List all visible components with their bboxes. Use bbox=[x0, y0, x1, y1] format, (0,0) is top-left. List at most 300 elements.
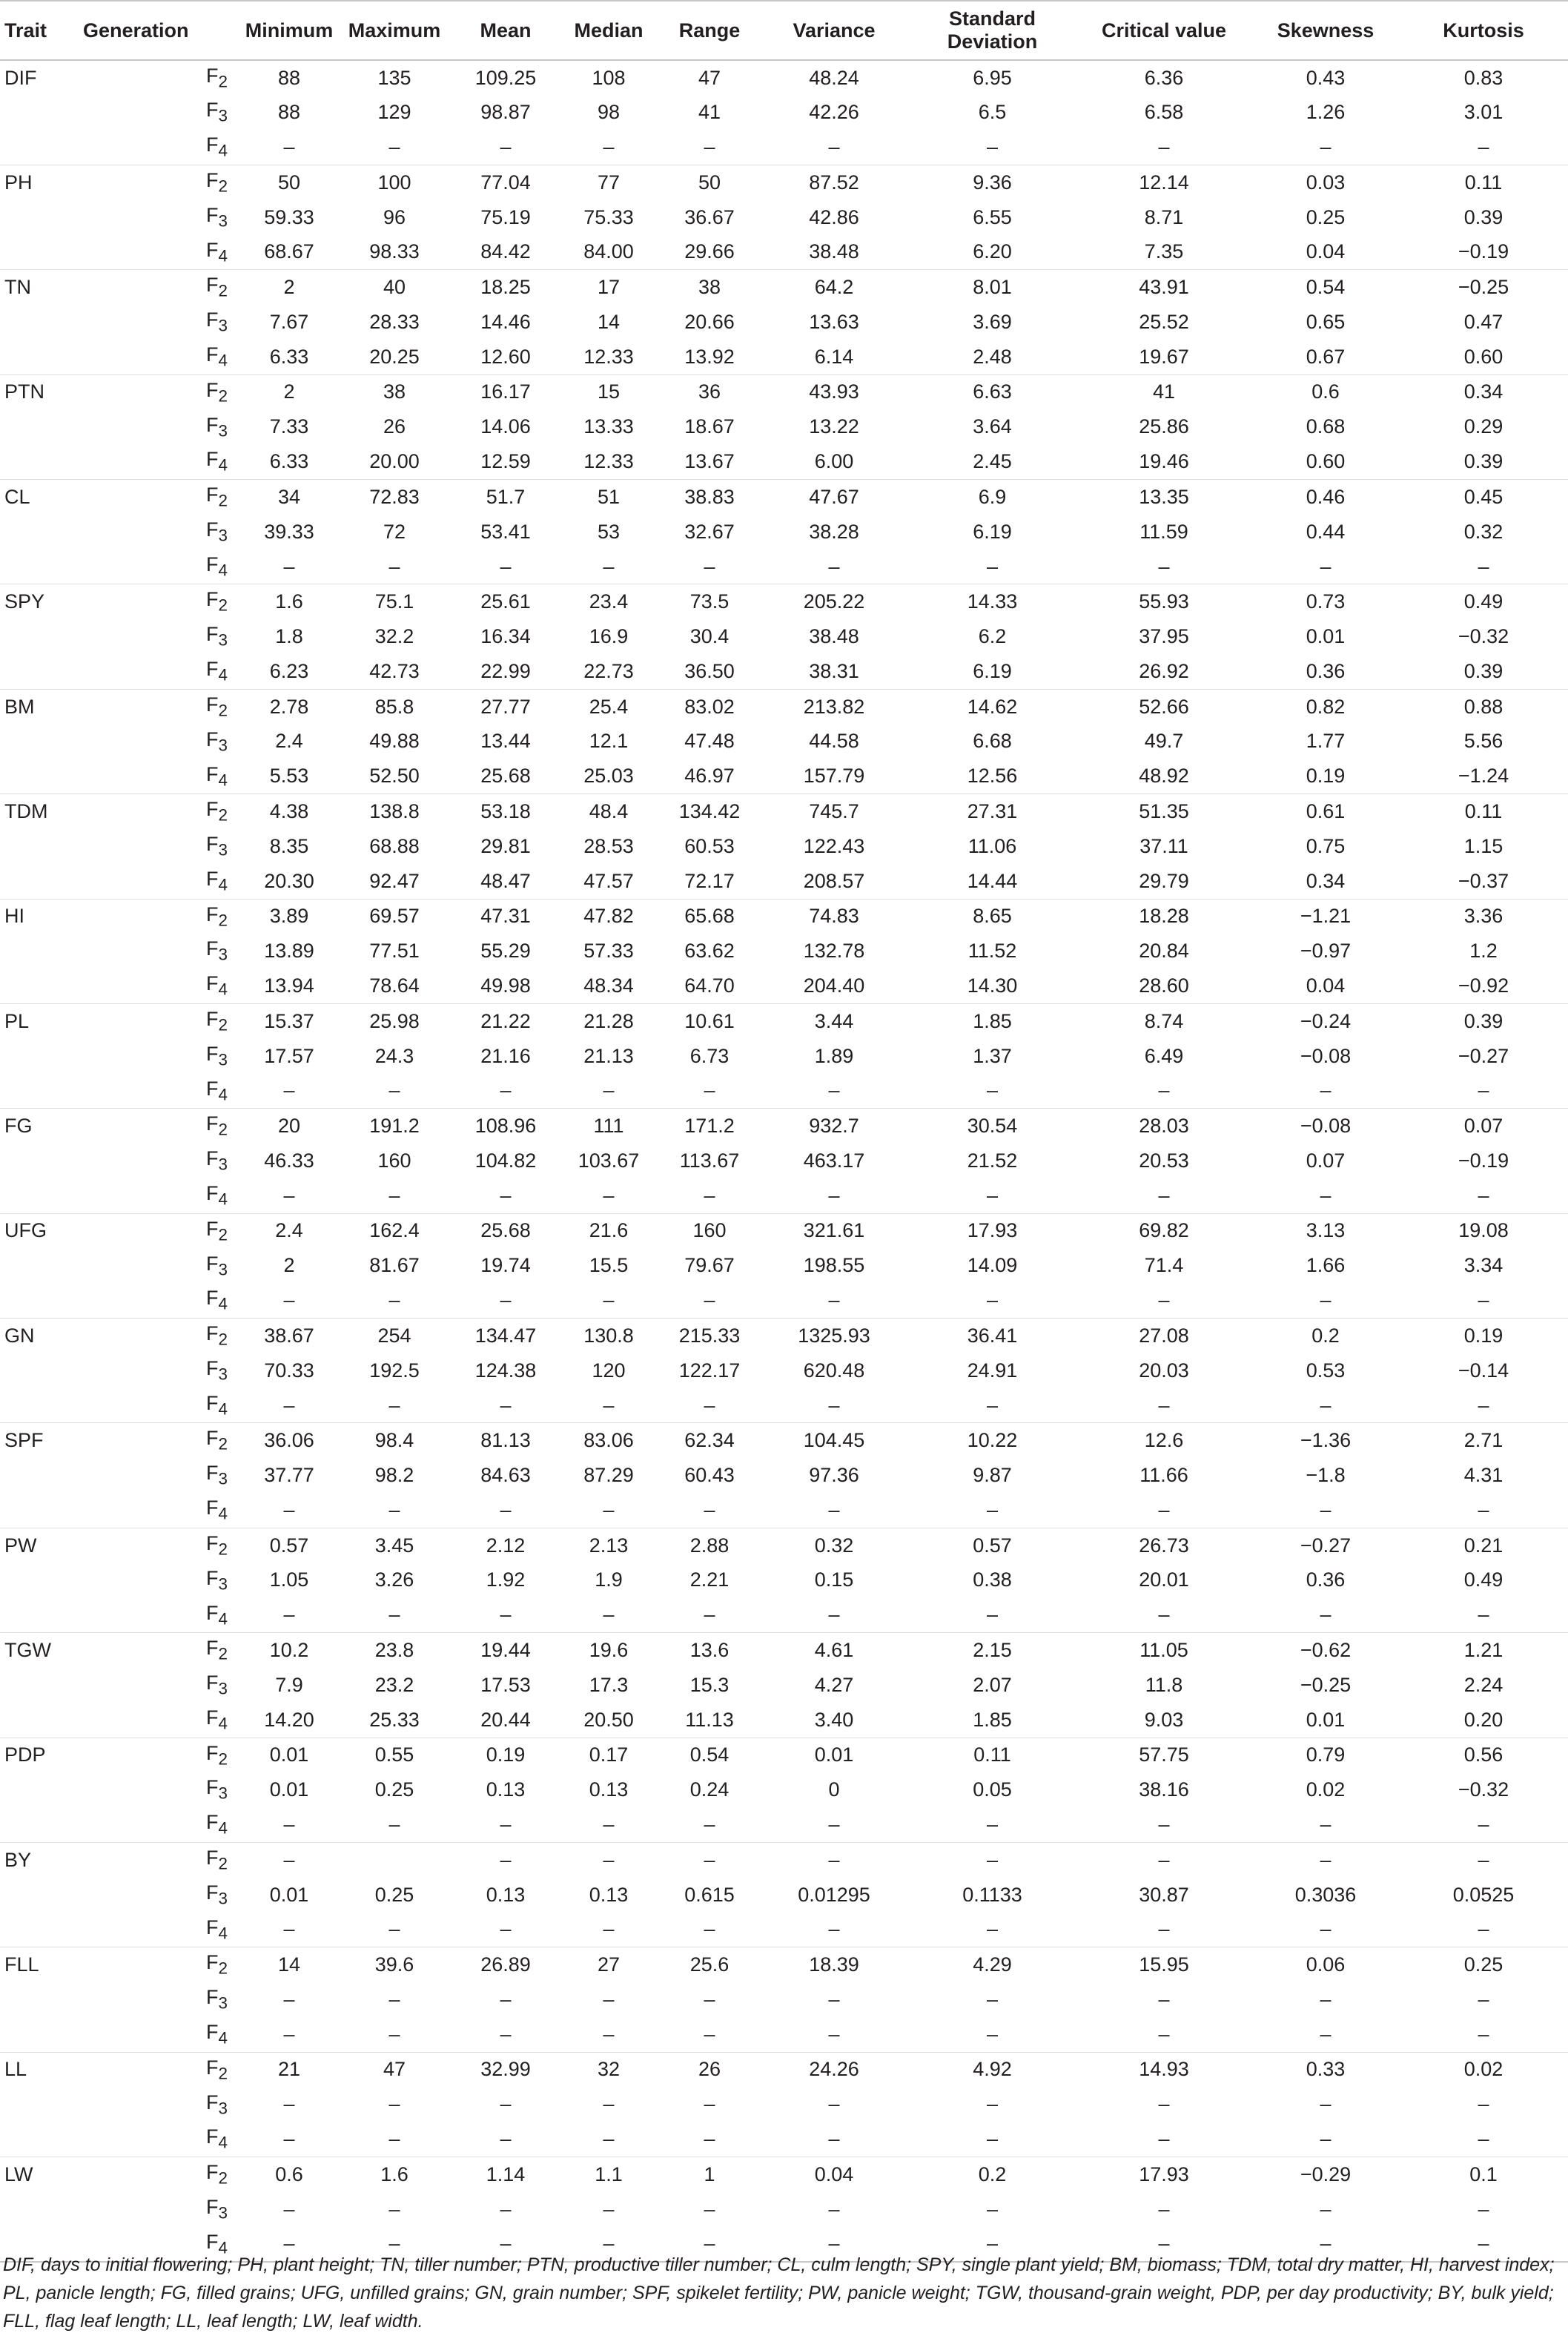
cell-skewness: 0.04 bbox=[1306, 974, 1346, 997]
cell-range: 47.48 bbox=[684, 730, 735, 753]
cell-skewness: 0.53 bbox=[1306, 1359, 1346, 1382]
cell-mean: 81.13 bbox=[454, 1423, 558, 1458]
cell-generation: $F_2$ bbox=[74, 270, 243, 305]
cell-standard-deviation: – bbox=[986, 1393, 999, 1416]
cell-trait: UFG bbox=[0, 1213, 74, 1248]
cell-trait bbox=[0, 1283, 74, 1318]
cell-median: 111 bbox=[558, 1109, 660, 1144]
cell-mean: 0.13 bbox=[486, 1778, 526, 1801]
cell-trait: FLL bbox=[0, 1947, 74, 1982]
cell-maximum: 52.50 bbox=[369, 765, 420, 788]
cell-standard-deviation: 6.63 bbox=[909, 375, 1076, 409]
cell-trait: LL bbox=[0, 2052, 74, 2087]
cell-kurtosis: – bbox=[1478, 1603, 1489, 1626]
cell-critical-value: 37.11 bbox=[1139, 834, 1188, 857]
cell-variance: 213.82 bbox=[759, 689, 909, 724]
cell-variance: 38.28 bbox=[809, 520, 859, 543]
table-row bbox=[0, 1423, 1568, 1458]
cell-minimum: 15.37 bbox=[243, 1003, 335, 1038]
cell-standard-deviation: – bbox=[986, 1603, 999, 1626]
cell-minimum: 2 bbox=[283, 1254, 295, 1277]
cell-range: – bbox=[704, 1289, 715, 1312]
cell-standard-deviation: 9.36 bbox=[909, 165, 1076, 199]
table-row bbox=[0, 409, 1568, 444]
cell-kurtosis: −0.37 bbox=[1458, 869, 1509, 892]
cell-maximum: 100 bbox=[335, 165, 454, 199]
cell-mean: 26.89 bbox=[454, 1947, 558, 1982]
cell-skewness: −0.97 bbox=[1300, 940, 1352, 963]
cell-generation: $F_2$ bbox=[74, 584, 243, 619]
cell-generation: $F_2$ bbox=[74, 1947, 243, 1982]
cell-skewness: – bbox=[1320, 2197, 1332, 2220]
cell-minimum: 38.67 bbox=[243, 1319, 335, 1353]
cell-critical-value: 8.74 bbox=[1076, 1003, 1252, 1038]
cell-variance: 0.32 bbox=[759, 1528, 909, 1563]
cell-standard-deviation: 2.07 bbox=[973, 1673, 1012, 1696]
cell-critical-value: 15.95 bbox=[1076, 1947, 1252, 1982]
generation-subscript: 4 bbox=[218, 246, 228, 265]
cell-generation: $F_2$ bbox=[74, 1213, 243, 1248]
cell-minimum: 7.9 bbox=[275, 1673, 303, 1696]
generation-subscript: 2 bbox=[218, 595, 228, 615]
generation-subscript: 4 bbox=[218, 2028, 228, 2048]
cell-mean: 109.25 bbox=[454, 60, 558, 95]
cell-generation: $F_2$ bbox=[74, 1003, 243, 1038]
cell-standard-deviation: 6.9 bbox=[909, 480, 1076, 515]
cell-variance: 43.93 bbox=[759, 375, 909, 409]
cell-trait bbox=[0, 1144, 74, 1178]
generation-subscript: 2 bbox=[218, 805, 228, 825]
cell-critical-value: 18.28 bbox=[1076, 899, 1252, 934]
cell-minimum: 17.57 bbox=[264, 1044, 314, 1067]
generation-subscript: 3 bbox=[218, 1260, 228, 1278]
cell-range: 1 bbox=[660, 2157, 759, 2192]
cell-trait: PTN bbox=[0, 375, 74, 409]
cell-skewness: −0.29 bbox=[1252, 2157, 1399, 2192]
cell-generation: $F_3$ bbox=[206, 1881, 228, 1908]
generation-subscript: 4 bbox=[218, 1085, 228, 1104]
table-row bbox=[0, 759, 1568, 794]
header-generation: Generation bbox=[74, 1, 243, 60]
cell-critical-value: – bbox=[1158, 1184, 1170, 1207]
cell-variance: – bbox=[759, 1842, 909, 1877]
cell-mean: 84.63 bbox=[480, 1464, 531, 1487]
table-row bbox=[0, 340, 1568, 375]
cell-mean: – bbox=[500, 1184, 512, 1207]
generation-subscript: 2 bbox=[218, 1434, 228, 1454]
cell-skewness: 0.04 bbox=[1306, 240, 1346, 263]
table-row bbox=[0, 1842, 1568, 1877]
cell-critical-value: 20.53 bbox=[1139, 1149, 1189, 1172]
cell-minimum: – bbox=[283, 2128, 295, 2151]
cell-maximum: 192.5 bbox=[369, 1359, 420, 1382]
table-row bbox=[0, 375, 1568, 409]
cell-mean: – bbox=[500, 2128, 512, 2151]
cell-skewness: −0.27 bbox=[1252, 1528, 1399, 1563]
cell-mean: 19.74 bbox=[480, 1254, 531, 1277]
cell-kurtosis: 0.39 bbox=[1463, 659, 1504, 682]
cell-generation: $F_4$ bbox=[206, 133, 228, 160]
cell-kurtosis: 0.07 bbox=[1399, 1109, 1568, 1144]
cell-skewness: 0.34 bbox=[1306, 869, 1346, 892]
cell-kurtosis: 19.08 bbox=[1399, 1213, 1568, 1248]
cell-critical-value: 71.4 bbox=[1144, 1254, 1184, 1277]
table-row bbox=[0, 1807, 1568, 1842]
cell-variance: 3.40 bbox=[814, 1708, 854, 1731]
cell-trait bbox=[0, 1458, 74, 1493]
header-variance: Variance bbox=[759, 1, 909, 60]
table-row bbox=[0, 550, 1568, 584]
cell-critical-value: 28.60 bbox=[1139, 974, 1189, 997]
generation-subscript: 2 bbox=[218, 2064, 228, 2083]
cell-critical-value: 14.93 bbox=[1076, 2052, 1252, 2087]
cell-minimum: 14.20 bbox=[264, 1708, 314, 1731]
cell-maximum: 1.6 bbox=[335, 2157, 454, 2192]
generation-subscript: 2 bbox=[218, 1540, 228, 1559]
cell-kurtosis: 0.60 bbox=[1463, 345, 1504, 368]
cell-median: – bbox=[603, 2128, 615, 2151]
cell-critical-value: – bbox=[1158, 1603, 1170, 1626]
cell-range: 0.615 bbox=[684, 1883, 735, 1906]
cell-generation: $F_3$ bbox=[206, 2195, 228, 2223]
cell-generation: $F_3$ bbox=[206, 1566, 228, 1594]
cell-minimum: – bbox=[283, 1079, 295, 1102]
cell-range: – bbox=[704, 2022, 715, 2045]
cell-standard-deviation: 14.44 bbox=[967, 869, 1018, 892]
generation-subscript: 2 bbox=[218, 72, 228, 91]
cell-skewness: 0.61 bbox=[1252, 794, 1399, 829]
table-row bbox=[0, 515, 1568, 550]
cell-standard-deviation: 1.37 bbox=[973, 1044, 1012, 1067]
cell-standard-deviation: – bbox=[986, 1987, 999, 2010]
table-row bbox=[0, 1248, 1568, 1283]
cell-median: – bbox=[603, 1498, 615, 1521]
cell-maximum: 77.51 bbox=[369, 940, 420, 963]
cell-kurtosis: 0.29 bbox=[1463, 415, 1504, 438]
cell-kurtosis: – bbox=[1478, 1813, 1489, 1836]
cell-minimum: 0.6 bbox=[243, 2157, 335, 2192]
cell-kurtosis: – bbox=[1478, 2128, 1489, 2151]
cell-mean: 108.96 bbox=[454, 1109, 558, 1144]
cell-range: 10.61 bbox=[660, 1003, 759, 1038]
cell-maximum: 26 bbox=[383, 415, 406, 438]
cell-range: 36.67 bbox=[684, 205, 735, 228]
cell-median: 77 bbox=[558, 165, 660, 199]
table-row bbox=[0, 724, 1568, 759]
cell-range: 72.17 bbox=[684, 869, 735, 892]
generation-subscript: 3 bbox=[218, 106, 228, 125]
cell-generation: $F_4$ bbox=[206, 1916, 228, 1943]
cell-minimum: 7.33 bbox=[269, 415, 309, 438]
table-row bbox=[0, 1458, 1568, 1493]
cell-range: 47 bbox=[660, 60, 759, 95]
table-row bbox=[0, 1913, 1568, 1947]
table-row bbox=[0, 899, 1568, 934]
cell-skewness: 0.01 bbox=[1306, 1708, 1346, 1731]
cell-critical-value: – bbox=[1158, 1918, 1170, 1941]
cell-mean: 22.99 bbox=[480, 659, 531, 682]
cell-generation: $F_4$ bbox=[206, 1706, 228, 1733]
table-row bbox=[0, 165, 1568, 199]
cell-median: 21.6 bbox=[558, 1213, 660, 1248]
table-row bbox=[0, 584, 1568, 619]
cell-kurtosis: 5.56 bbox=[1463, 730, 1504, 753]
cell-maximum: 38 bbox=[335, 375, 454, 409]
cell-standard-deviation: 21.52 bbox=[967, 1149, 1018, 1172]
cell-skewness: – bbox=[1320, 1918, 1332, 1941]
cell-variance: – bbox=[828, 2093, 840, 2116]
generation-subscript: 4 bbox=[218, 771, 228, 789]
cell-range: 60.53 bbox=[684, 834, 735, 857]
cell-median: 47.57 bbox=[583, 869, 634, 892]
cell-variance: – bbox=[759, 2227, 909, 2262]
cell-median: 27 bbox=[558, 1947, 660, 1982]
cell-trait: BM bbox=[0, 689, 74, 724]
generation-subscript: 2 bbox=[218, 386, 228, 406]
generation-subscript: 4 bbox=[218, 351, 228, 370]
cell-kurtosis: 0.39 bbox=[1463, 450, 1504, 473]
cell-variance: 42.26 bbox=[809, 101, 859, 124]
cell-trait bbox=[0, 654, 74, 689]
cell-skewness: 0.06 bbox=[1252, 1947, 1399, 1982]
cell-skewness: −0.08 bbox=[1252, 1109, 1399, 1144]
cell-skewness: 0.6 bbox=[1252, 375, 1399, 409]
cell-range: 73.5 bbox=[660, 584, 759, 619]
cell-median: – bbox=[603, 136, 615, 159]
cell-minimum: – bbox=[283, 555, 295, 578]
table-row bbox=[0, 1947, 1568, 1982]
cell-median: 0.13 bbox=[589, 1778, 629, 1801]
cell-median: 75.33 bbox=[583, 205, 634, 228]
cell-skewness: 0.65 bbox=[1306, 310, 1346, 333]
cell-minimum: 1.8 bbox=[275, 625, 303, 648]
cell-trait bbox=[0, 2017, 74, 2052]
cell-trait: TGW bbox=[0, 1633, 74, 1668]
cell-trait bbox=[0, 130, 74, 165]
cell-trait bbox=[0, 829, 74, 864]
cell-mean: – bbox=[454, 2227, 558, 2262]
header-kurtosis: Kurtosis bbox=[1399, 1, 1568, 60]
cell-standard-deviation: 0.2 bbox=[909, 2157, 1076, 2192]
table-row bbox=[0, 1738, 1568, 1772]
cell-standard-deviation: 6.68 bbox=[973, 730, 1012, 753]
cell-variance: – bbox=[828, 2197, 840, 2220]
cell-kurtosis: 2.24 bbox=[1463, 1673, 1504, 1696]
cell-median: – bbox=[603, 1603, 615, 1626]
cell-mean: 1.92 bbox=[486, 1568, 526, 1591]
cell-trait bbox=[0, 1598, 74, 1633]
generation-subscript: 4 bbox=[218, 665, 228, 684]
cell-critical-value: – bbox=[1158, 1987, 1170, 2010]
cell-median: 21.28 bbox=[558, 1003, 660, 1038]
cell-generation: $F_3$ bbox=[206, 203, 228, 231]
cell-critical-value: 27.08 bbox=[1076, 1319, 1252, 1353]
cell-minimum: – bbox=[283, 1498, 295, 1521]
cell-minimum: – bbox=[283, 1987, 295, 2010]
cell-trait: PL bbox=[0, 1003, 74, 1038]
cell-critical-value: 25.86 bbox=[1139, 415, 1189, 438]
cell-range: – bbox=[704, 1813, 715, 1836]
cell-trait: BY bbox=[0, 1842, 74, 1877]
table-row bbox=[0, 1772, 1568, 1807]
cell-minimum: 2 bbox=[243, 375, 335, 409]
generation-subscript: 4 bbox=[218, 1504, 228, 1523]
cell-critical-value: – bbox=[1076, 2227, 1252, 2262]
generation-subscript: 3 bbox=[218, 211, 228, 231]
cell-trait: SPY bbox=[0, 584, 74, 619]
cell-maximum: 20.00 bbox=[369, 450, 420, 473]
cell-maximum: 138.8 bbox=[335, 794, 454, 829]
table-row bbox=[0, 1982, 1568, 2017]
cell-range: 32.67 bbox=[684, 520, 735, 543]
cell-kurtosis: −0.19 bbox=[1458, 240, 1509, 263]
cell-variance: 44.58 bbox=[809, 730, 859, 753]
generation-subscript: 3 bbox=[218, 421, 228, 440]
cell-skewness: – bbox=[1252, 1842, 1399, 1877]
cell-kurtosis: 0.39 bbox=[1399, 1003, 1568, 1038]
cell-kurtosis: 0.11 bbox=[1399, 794, 1568, 829]
cell-trait bbox=[0, 1772, 74, 1807]
cell-median: 19.6 bbox=[558, 1633, 660, 1668]
generation-subscript: 4 bbox=[218, 2238, 228, 2257]
cell-generation: $F_4$ bbox=[74, 2227, 243, 2262]
table-row bbox=[0, 1563, 1568, 1597]
cell-generation: $F_4$ bbox=[206, 1182, 228, 1209]
cell-maximum: 162.4 bbox=[335, 1213, 454, 1248]
cell-variance: 157.79 bbox=[803, 765, 865, 788]
cell-range: 13.92 bbox=[684, 345, 735, 368]
cell-generation: $F_2$ bbox=[74, 60, 243, 95]
cell-trait bbox=[0, 1388, 74, 1423]
generation-subscript: 3 bbox=[218, 1155, 228, 1174]
cell-minimum: 36.06 bbox=[243, 1423, 335, 1458]
cell-variance: 620.48 bbox=[803, 1359, 865, 1382]
cell-generation: $F_4$ bbox=[206, 2125, 228, 2152]
cell-skewness: 0.46 bbox=[1252, 480, 1399, 515]
table-row bbox=[0, 2087, 1568, 2122]
cell-minimum: 59.33 bbox=[264, 205, 314, 228]
cell-critical-value: – bbox=[1158, 1498, 1170, 1521]
cell-variance: 38.48 bbox=[809, 625, 859, 648]
cell-minimum: – bbox=[283, 1289, 295, 1312]
header-row bbox=[0, 1, 1568, 60]
cell-skewness: 0.79 bbox=[1252, 1738, 1399, 1772]
cell-generation: $F_4$ bbox=[206, 238, 228, 265]
cell-minimum: – bbox=[243, 1842, 335, 1877]
table-row bbox=[0, 270, 1568, 305]
cell-variance: 0.01 bbox=[759, 1738, 909, 1772]
cell-standard-deviation: 8.65 bbox=[909, 899, 1076, 934]
cell-skewness: – bbox=[1320, 2128, 1332, 2151]
cell-median: 15.5 bbox=[589, 1254, 629, 1277]
table-row bbox=[0, 200, 1568, 235]
cell-median: – bbox=[603, 2022, 615, 2045]
cell-critical-value: 6.58 bbox=[1144, 101, 1184, 124]
cell-range: 63.62 bbox=[684, 940, 735, 963]
cell-standard-deviation: – bbox=[986, 1918, 999, 1941]
cell-standard-deviation: – bbox=[986, 1813, 999, 1836]
cell-standard-deviation: 12.56 bbox=[967, 765, 1018, 788]
cell-minimum: 68.67 bbox=[264, 240, 314, 263]
cell-kurtosis: −0.14 bbox=[1458, 1359, 1509, 1382]
generation-subscript: 3 bbox=[218, 316, 228, 335]
cell-minimum: 0.57 bbox=[243, 1528, 335, 1563]
cell-mean: 124.38 bbox=[474, 1359, 537, 1382]
generation-subscript: 2 bbox=[218, 281, 228, 300]
cell-kurtosis: – bbox=[1399, 2227, 1568, 2262]
table-row bbox=[0, 654, 1568, 689]
cell-maximum: 85.8 bbox=[335, 689, 454, 724]
cell-range: – bbox=[704, 1603, 715, 1626]
cell-range: 13.6 bbox=[660, 1633, 759, 1668]
cell-median: 2.13 bbox=[558, 1528, 660, 1563]
cell-variance: 47.67 bbox=[759, 480, 909, 515]
generation-subscript: 2 bbox=[218, 1225, 228, 1244]
cell-mean: 98.87 bbox=[480, 101, 531, 124]
cell-range: 46.97 bbox=[684, 765, 735, 788]
cell-minimum: 6.23 bbox=[269, 659, 309, 682]
cell-kurtosis: 4.31 bbox=[1463, 1464, 1504, 1487]
cell-mean: 55.29 bbox=[480, 940, 531, 963]
cell-critical-value: 48.92 bbox=[1139, 765, 1189, 788]
cell-median: 98 bbox=[597, 101, 621, 124]
cell-minimum: – bbox=[283, 1813, 295, 1836]
table-row bbox=[0, 1598, 1568, 1633]
cell-maximum: 23.8 bbox=[335, 1633, 454, 1668]
cell-range: – bbox=[704, 1987, 715, 2010]
cell-critical-value: 13.35 bbox=[1076, 480, 1252, 515]
cell-variance: – bbox=[828, 1079, 840, 1102]
cell-skewness: 0.73 bbox=[1252, 584, 1399, 619]
cell-mean: – bbox=[500, 1289, 512, 1312]
cell-minimum: – bbox=[283, 2197, 295, 2220]
cell-range: – bbox=[704, 1184, 715, 1207]
cell-median: 15 bbox=[558, 375, 660, 409]
cell-critical-value: 41 bbox=[1076, 375, 1252, 409]
cell-mean: 21.22 bbox=[454, 1003, 558, 1038]
cell-trait bbox=[0, 235, 74, 270]
cell-standard-deviation: 6.19 bbox=[973, 520, 1012, 543]
table-row bbox=[0, 1668, 1568, 1703]
cell-standard-deviation: – bbox=[909, 2227, 1076, 2262]
cell-maximum: 75.1 bbox=[335, 584, 454, 619]
cell-maximum: – bbox=[388, 1184, 400, 1207]
cell-kurtosis: 1.2 bbox=[1469, 940, 1498, 963]
cell-skewness: 0.68 bbox=[1306, 415, 1346, 438]
cell-variance: 745.7 bbox=[759, 794, 909, 829]
cell-standard-deviation: 6.55 bbox=[973, 205, 1012, 228]
cell-generation: $F_2$ bbox=[74, 689, 243, 724]
cell-range: 29.66 bbox=[684, 240, 735, 263]
cell-mean: – bbox=[500, 1603, 512, 1626]
cell-median: 25.4 bbox=[558, 689, 660, 724]
generation-subscript: 4 bbox=[218, 875, 228, 894]
cell-maximum: 25.33 bbox=[369, 1708, 420, 1731]
cell-mean: 18.25 bbox=[454, 270, 558, 305]
cell-standard-deviation: 17.93 bbox=[909, 1213, 1076, 1248]
cell-median: 22.73 bbox=[583, 659, 634, 682]
cell-trait: FG bbox=[0, 1109, 74, 1144]
table-row bbox=[0, 2122, 1568, 2157]
cell-median: 130.8 bbox=[558, 1319, 660, 1353]
cell-maximum: 20.25 bbox=[369, 345, 420, 368]
cell-standard-deviation: 36.41 bbox=[909, 1319, 1076, 1353]
cell-mean: 48.47 bbox=[480, 869, 531, 892]
cell-standard-deviation: 27.31 bbox=[909, 794, 1076, 829]
cell-standard-deviation: 1.85 bbox=[909, 1003, 1076, 1038]
cell-mean: 25.61 bbox=[454, 584, 558, 619]
cell-kurtosis: −0.32 bbox=[1458, 625, 1509, 648]
